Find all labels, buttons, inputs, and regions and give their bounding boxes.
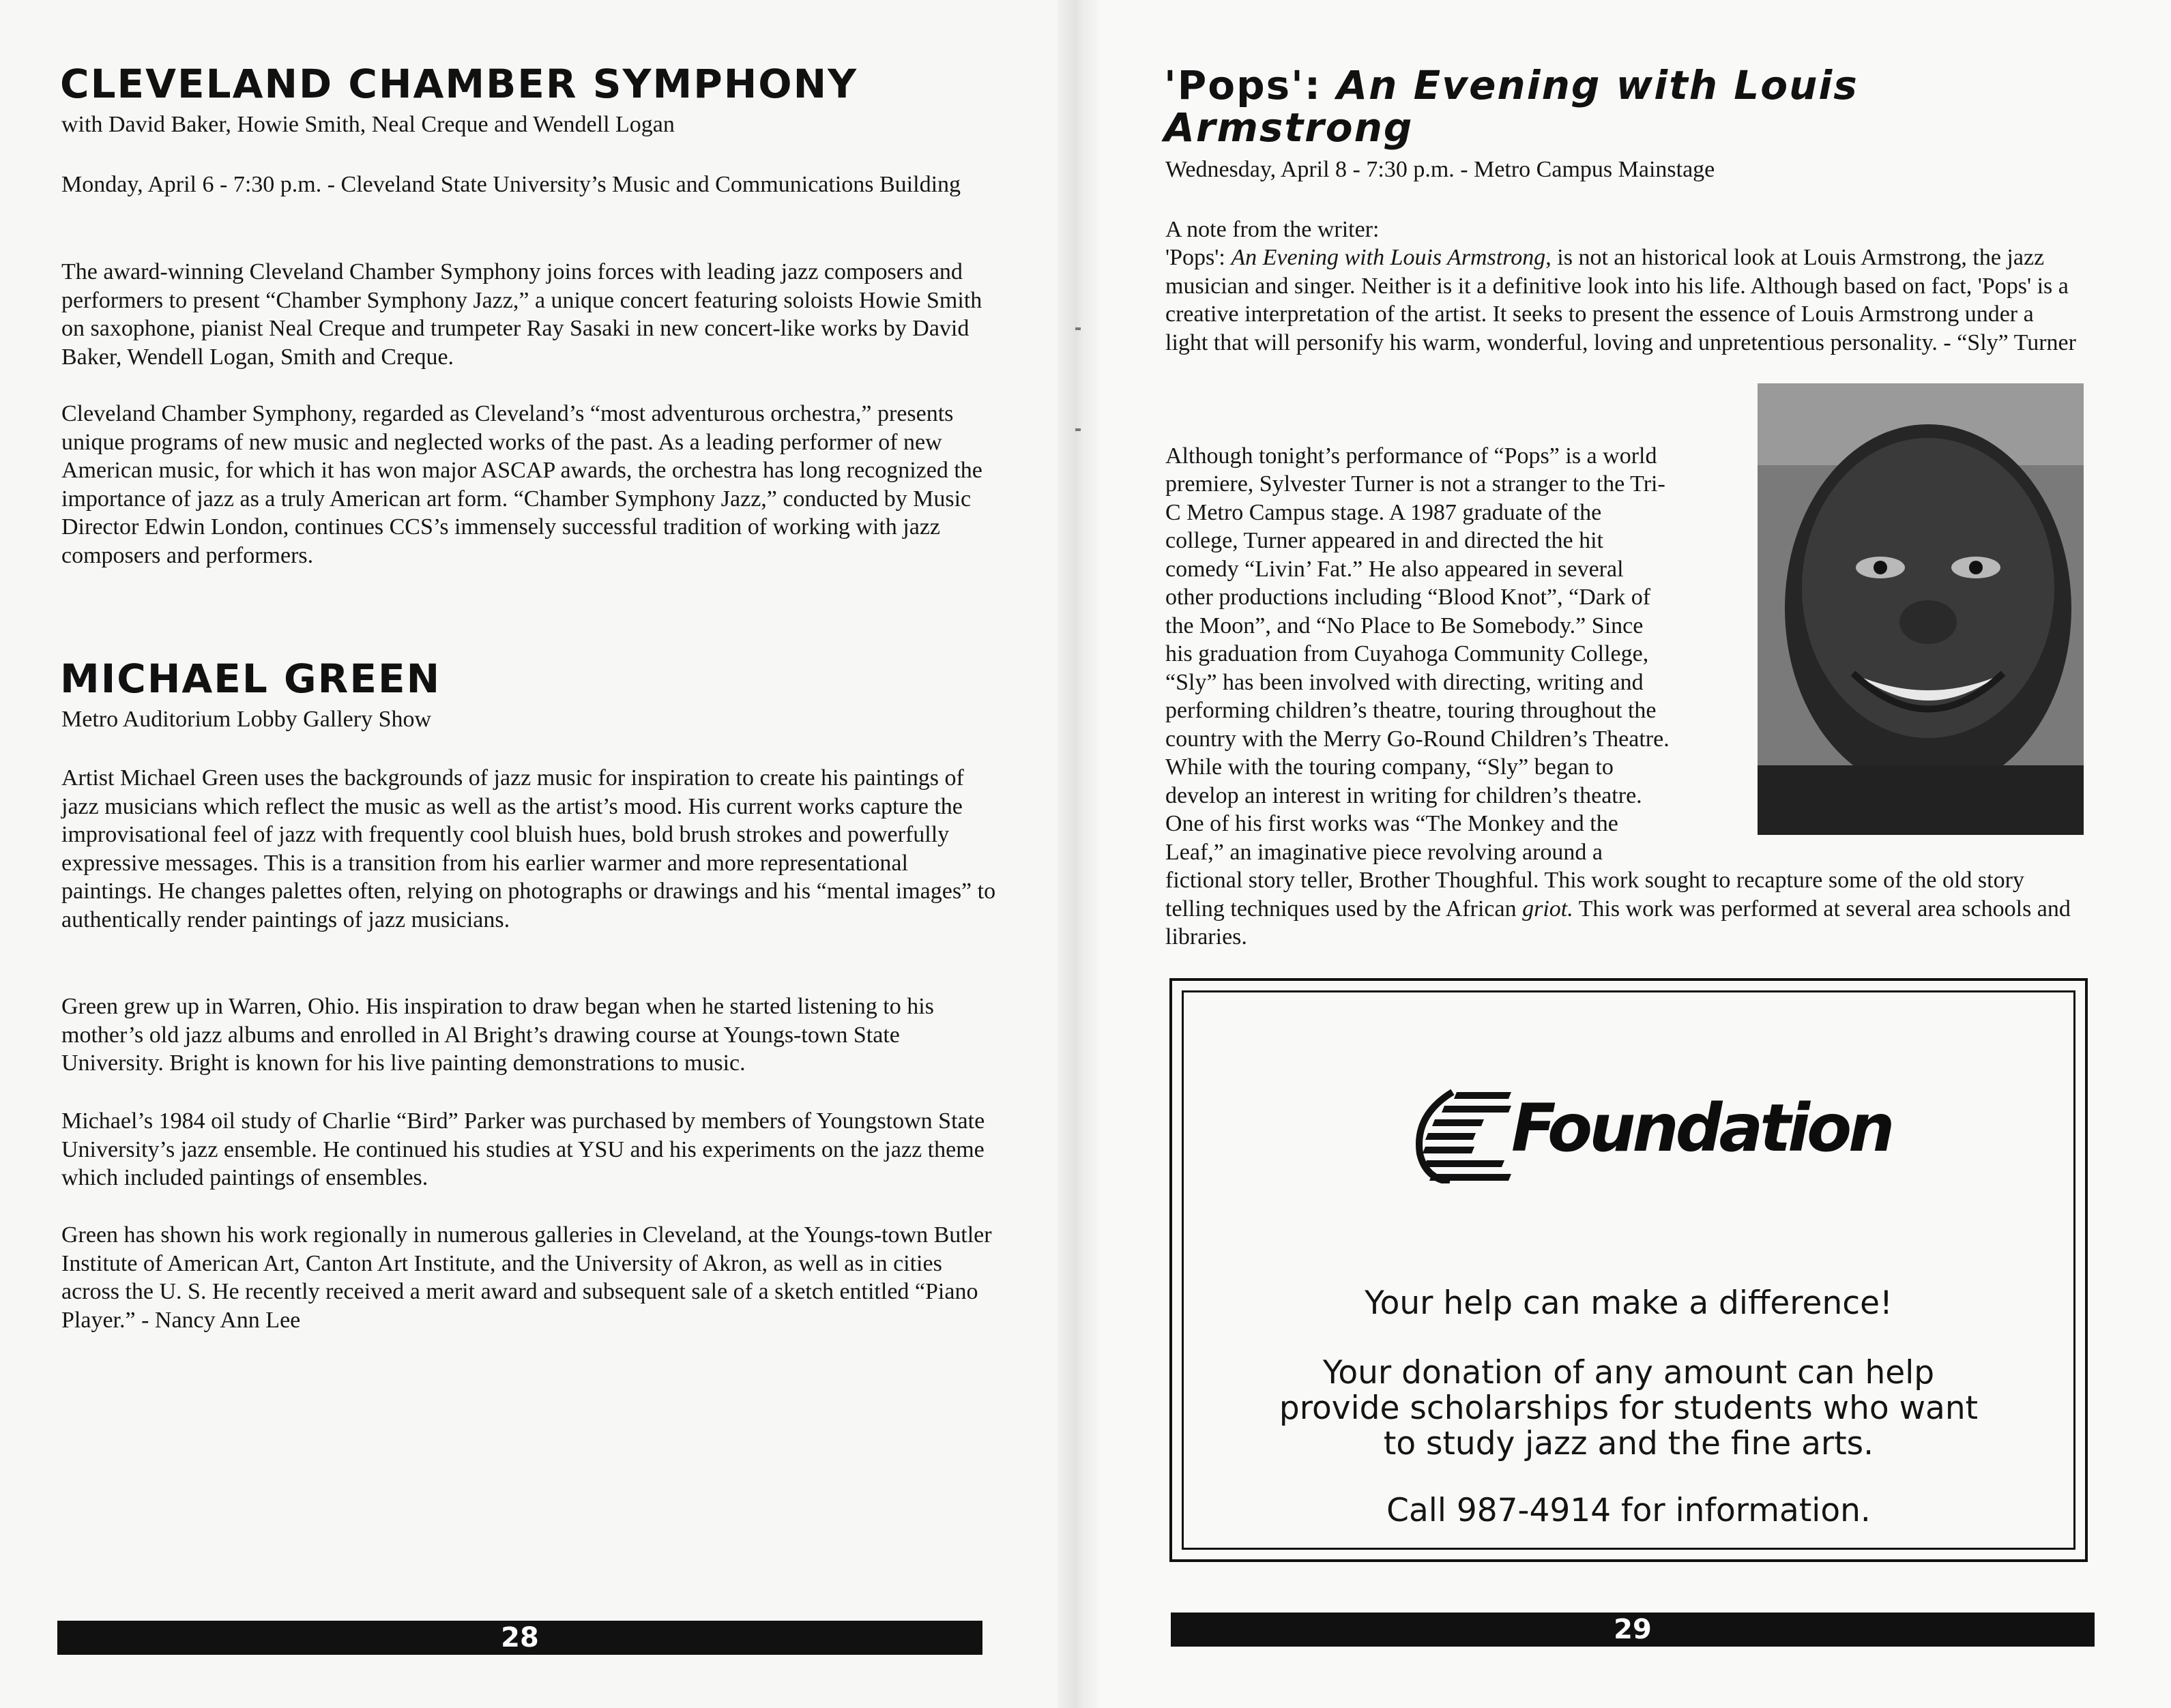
ad-line-headline: Your help can make a difference!	[1365, 1284, 1893, 1322]
writer-note-title: An Evening with Louis Armstrong	[1231, 245, 1546, 270]
paragraph-cleveland-2: Cleveland Chamber Symphony, regarded as Cleveland’s “most adventurous orchestra,” presents unique programs of new music and neglected works of the past. As a leading performer of new American music, for which it has won major ASCAP awards, the orchestra has long recognized the importance of jazz as a truly American art form. “Chamber Symphony Jazz,” conducted by Music Director Edwin London, continues CCS’s immensely successful tradition of working with jazz composers and performers.	[61, 401, 982, 568]
bio-line: Leaf,” an imaginative piece revolving around a	[1165, 840, 1603, 865]
section-subtitle-michael-green: Metro Auditorium Lobby Gallery Show	[61, 707, 432, 732]
bio-tail-text: fictional story teller, Brother Thoughful. This work sought to recapture some of the old story telling techniques used by the African	[1165, 868, 2024, 922]
page-number: 28	[501, 1622, 539, 1653]
paragraph-green-2: Green grew up in Warren, Ohio. His inspiration to draw began when he started listening to his mother’s old jazz albums and enrolled in Al Bright’s drawing course at Youngs-town State University. Bright is known for his live painting demonstrations to music.	[61, 994, 934, 1076]
title-pops-lead: 'Pops':	[1164, 62, 1337, 108]
foundation-logo	[1409, 1081, 1892, 1197]
foundation-ad-inner-border	[1182, 990, 2075, 1550]
foundation-ad	[1169, 978, 2088, 1562]
bio-line: One of his first works was “The Monkey and the	[1165, 811, 1618, 836]
bio-line: premiere, Sylvester Turner is not a stranger to the Tri-	[1165, 471, 1665, 497]
page-number-bar-right	[1171, 1613, 2095, 1647]
paragraph-cleveland-1: The award-winning Cleveland Chamber Symphony joins forces with leading jazz composers and performers to present “Chamber Symphony Jazz,” a unique concert featuring soloists Howie Smith on saxophone, pianist Neal Creque and trumpeter Ray Sasaki in new concert-like works by David Baker, Wendell Logan, Smith and Creque.	[61, 259, 982, 370]
event-time-cleveland: Monday, April 6 - 7:30 p.m. - Cleveland State University’s Music and Communications Building	[61, 172, 961, 197]
bio-line: C Metro Campus stage. A 1987 graduate of the	[1165, 500, 1602, 525]
ad-line-scholarships: provide scholarships for students who want	[1279, 1389, 1979, 1427]
section-title-michael-green: MICHAEL GREEN	[60, 656, 441, 702]
bio-line: the Moon”, and “No Place to Be Somebody.” Since	[1165, 613, 1644, 638]
ad-line-study: to study jazz and the fine arts.	[1383, 1425, 1874, 1462]
bio-line: While with the touring company, “Sly” began to	[1165, 754, 1614, 780]
ad-line-phone: Call 987-4914 for information.	[1386, 1492, 1871, 1529]
paragraph-green-4: Green has shown his work regionally in numerous galleries in Cleveland, at the Youngs-town Butler Institute of American Art, Canton Art Institute, and the University of Akron, as well as in cities across the U. S. He recently received a merit award and subsequent sale of a sketch entitled “Piano Player.” - Nancy Ann Lee	[61, 1222, 992, 1333]
paragraph-green-1: Artist Michael Green uses the backgrounds of jazz music for inspiration to create his paintings of jazz musicians which reflect the music as well as the artist’s mood. His current works capture the improvisational feel of jazz with frequently cool bluish hues, bold brush strokes and powerfully expressive messages. This is a transition from his earlier warmer and more representational paintings. He changes palettes often, relying on photographs or drawings and his “mental images” to authentically render paintings of jazz musicians.	[61, 765, 996, 932]
event-time-pops: Wednesday, April 8 - 7:30 p.m. - Metro Campus Mainstage	[1165, 157, 1715, 182]
writer-note-lead: 'Pops':	[1165, 245, 1232, 270]
bio-tail	[1165, 866, 2080, 952]
writer-note-label: A note from the writer:	[1165, 217, 1380, 242]
bio-line: “Sly” has been involved with directing, writing and	[1165, 670, 1644, 695]
margin-mark	[1075, 428, 1081, 431]
bio-line: comedy “Livin’ Fat.” He also appeared in several	[1165, 557, 1624, 582]
section-title-pops	[1164, 64, 2065, 149]
bio-tail-griot: griot.	[1522, 896, 1573, 922]
bio-line: Although tonight’s performance of “Pops” is a world	[1165, 443, 1657, 469]
page-gutter	[1058, 0, 1098, 1708]
bio-line: college, Turner appeared in and directed the hit	[1165, 528, 1603, 553]
foundation-logo-text: Foundation	[1511, 1090, 1892, 1166]
writer-note-body: , is not an historical look at Louis Armstrong, the jazz musician and singer. Neither is it a definitive look into his life. Although based on fact, 'Pops' is a creative interpretation of the artist. It seeks to present the essence of Louis Armstrong under a light that will personify his warm, wonderful, loving and unpretentious personality. - “Sly” Turner	[1165, 245, 2076, 355]
bio-line: country with the Merry Go-Round Children’s Theatre.	[1165, 726, 1670, 752]
bio-line: develop an interest in writing for children’s theatre.	[1165, 783, 1642, 808]
margin-mark	[1075, 327, 1081, 330]
page-number-bar-left	[57, 1621, 982, 1655]
bio-line: his graduation from Cuyahoga Community College,	[1165, 641, 1649, 666]
writer-note	[1165, 244, 2080, 357]
ad-line-donation: Your donation of any amount can help	[1322, 1354, 1935, 1392]
paragraph-green-3: Michael’s 1984 oil study of Charlie “Bird” Parker was purchased by members of Youngstown State University’s jazz ensemble. He continued his studies at YSU and his experiments on the jazz theme which included paintings of ensembles.	[61, 1108, 985, 1190]
sylvester-turner-photo	[1758, 383, 2084, 835]
section-subtitle-cleveland: with David Baker, Howie Smith, Neal Creque and Wendell Logan	[61, 112, 675, 137]
bio-line: performing children’s theatre, touring throughout the	[1165, 698, 1657, 723]
title-pops-main: An Evening with Louis Armstrong	[1164, 62, 1859, 151]
section-title-cleveland: CLEVELAND CHAMBER SYMPHONY	[60, 61, 858, 107]
bio-line: other productions including “Blood Knot”, “Dark of	[1165, 585, 1651, 610]
bio-tail-end: This work was performed at several area schools and libraries.	[1165, 896, 2071, 949]
page-number: 29	[1614, 1614, 1652, 1645]
